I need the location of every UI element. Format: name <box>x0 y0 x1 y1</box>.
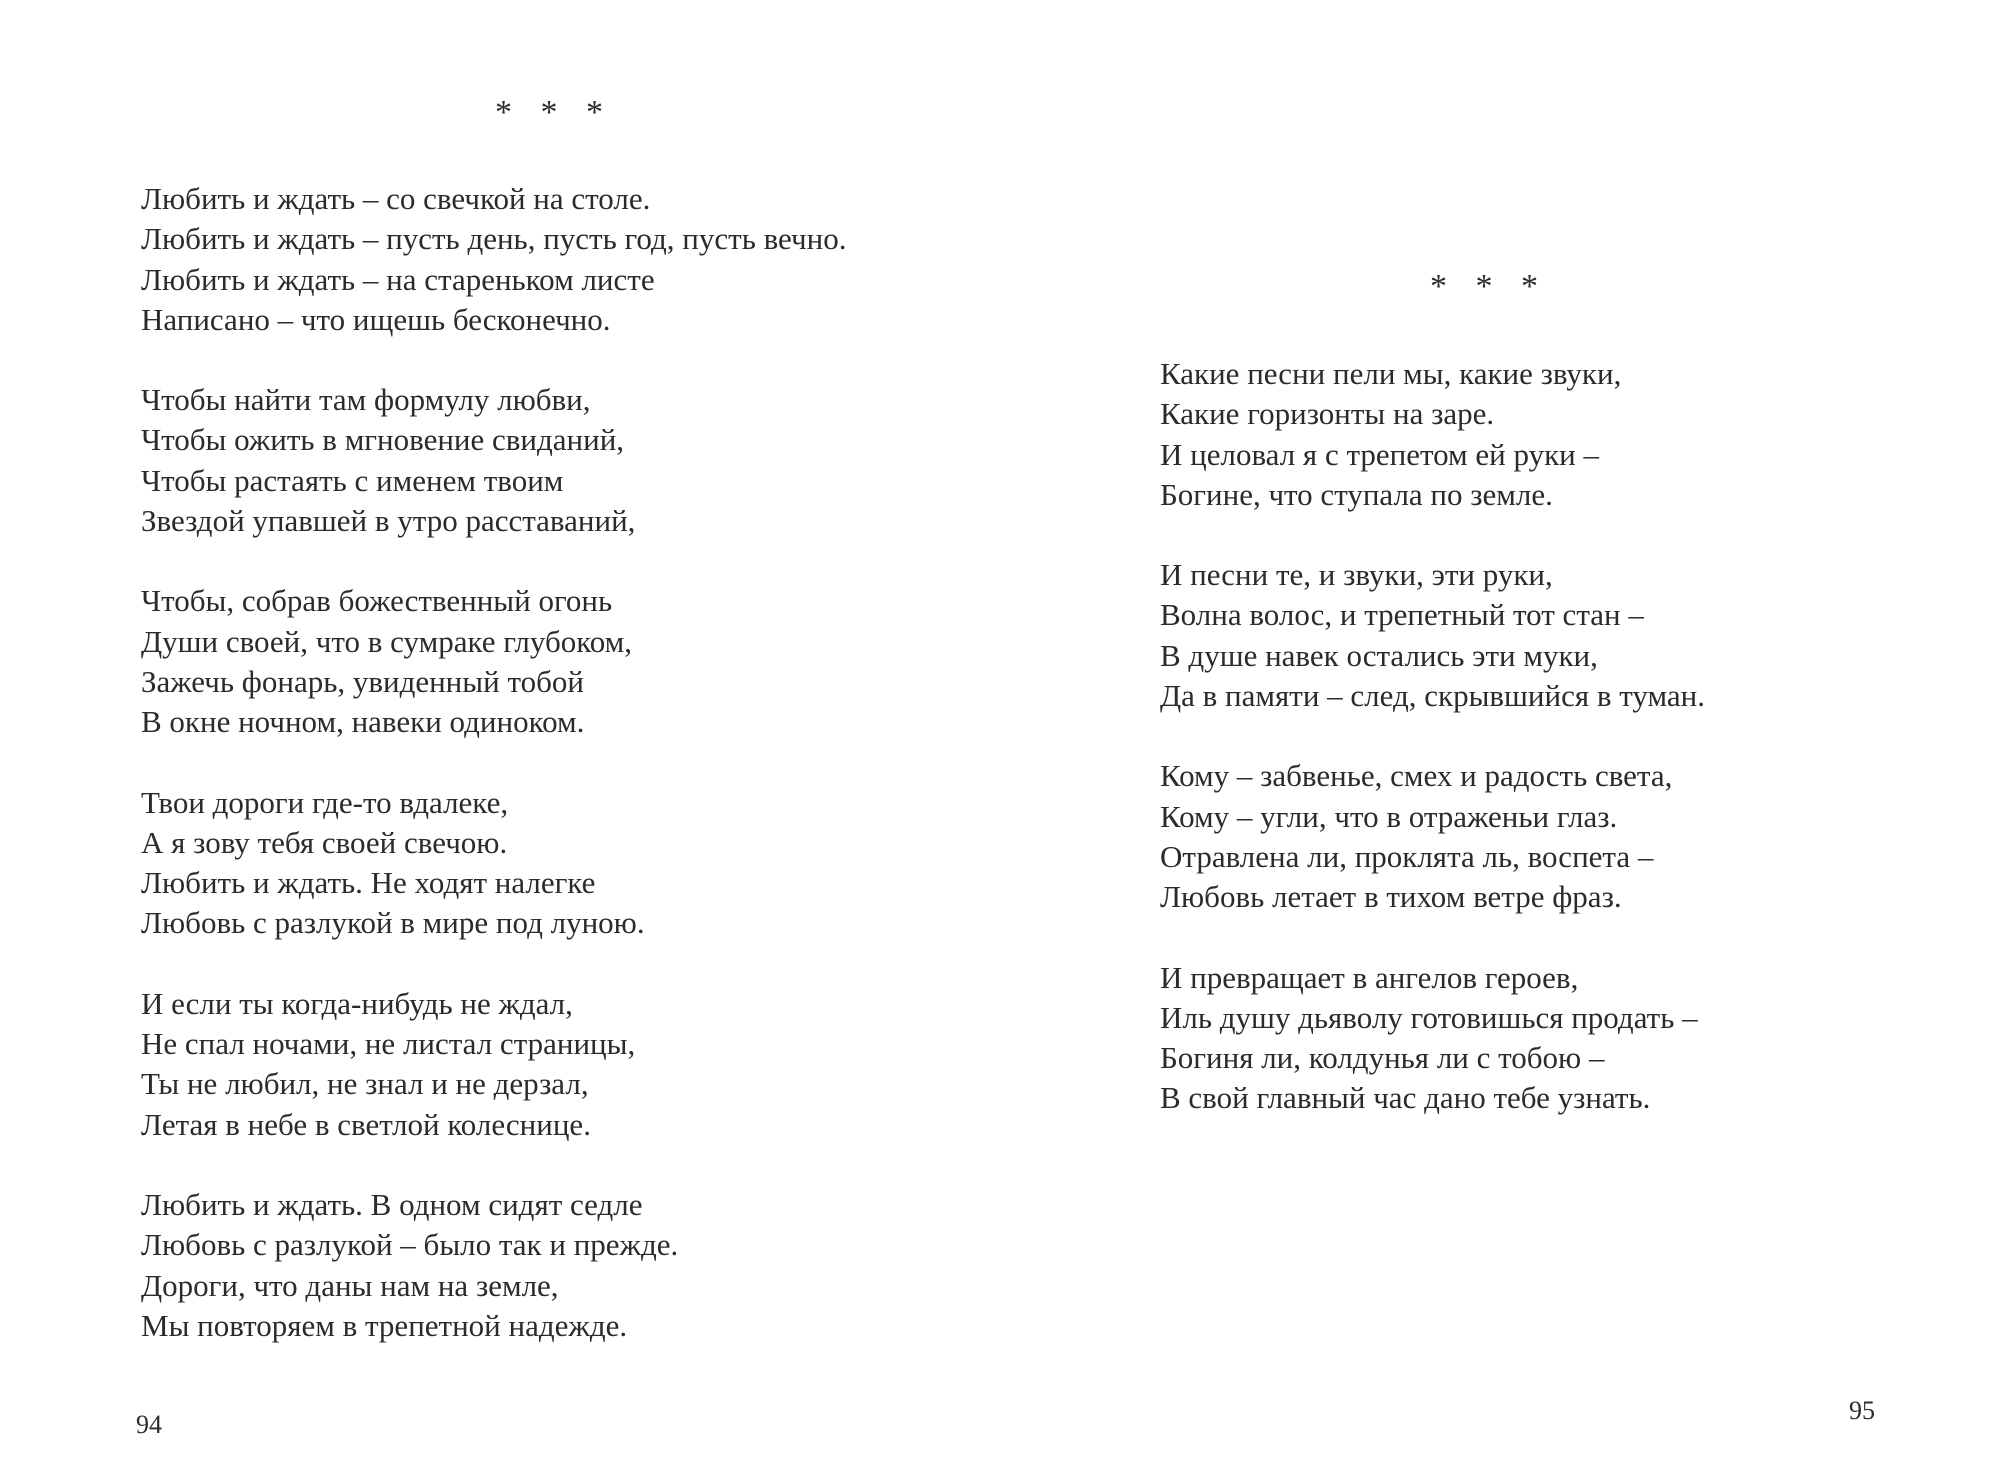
poem-line: Какие горизонты на заре. <box>1160 396 1495 432</box>
poem-separator-asterisks: * * * <box>495 94 613 131</box>
poem-line: Да в памяти – след, скрывшийся в туман. <box>1160 678 1705 714</box>
poem-line: И если ты когда-нибудь не ждал, <box>141 985 573 1021</box>
poem-line: Зажечь фонарь, увиденный тобой <box>141 663 584 699</box>
page-number: 95 <box>1849 1396 1875 1425</box>
poem-line: Не спал ночами, не листал страницы, <box>141 1026 636 1062</box>
stanza <box>141 179 846 340</box>
poem-line: Какие песни пели мы, какие звуки, <box>1160 356 1622 391</box>
poem-line: Летая в небе в светлой колеснице. <box>141 1106 591 1142</box>
poem-line: В свой главный час дано тебе узнать. <box>1160 1080 1651 1116</box>
poem-line: Твои дороги где-то вдалеке, <box>141 784 509 820</box>
poem-separator-asterisks: * * * <box>1430 268 1548 305</box>
poem-line: Чтобы, собрав божественный огонь <box>141 583 613 619</box>
poem-line: Кому – угли, что в отраженьи глаз. <box>1160 798 1618 834</box>
poem-line: Иль душу дьяволу готовишься продать – <box>1160 999 1698 1035</box>
poem-left <box>141 179 846 1346</box>
stanza <box>1160 756 1705 917</box>
poem-line: В душе навек остались эти муки, <box>1160 637 1598 673</box>
poem-line: Чтобы растаять с именем твоим <box>141 462 564 498</box>
poem-line: Богиня ли, колдунья ли с тобою – <box>1160 1040 1605 1076</box>
poem-line: А я зову тебя своей свечою. <box>141 824 508 860</box>
poem-line: И целовал я с трепетом ей руки – <box>1160 436 1599 472</box>
poem-line: Любовь летает в тихом ветре фраз. <box>1160 879 1622 915</box>
poem-line: Любовь с разлукой в мире под луною. <box>141 905 645 941</box>
stanza <box>141 1185 846 1346</box>
poem-line: В окне ночном, навеки одиноком. <box>141 704 585 740</box>
poem-line: Любить и ждать – пусть день, пусть год, пусть вечно. <box>141 221 847 257</box>
poem-line: Любовь с разлукой – было так и прежде. <box>141 1227 679 1263</box>
stanza <box>141 984 846 1145</box>
right-page <box>1000 0 2000 1472</box>
poem-line: Чтобы ожить в мгновение свиданий, <box>141 422 625 458</box>
poem-line: Написано – что ищешь бесконечно. <box>141 301 611 337</box>
poem-line: Ты не любил, не знал и не дерзал, <box>141 1066 589 1102</box>
poem-line: Кому – забвенье, смех и радость света, <box>1160 758 1673 794</box>
page-number: 94 <box>136 1410 162 1439</box>
stanza <box>1160 354 1705 515</box>
poem-line: Мы повторяем в трепетной надежде. <box>141 1307 628 1343</box>
stanza <box>1160 958 1705 1119</box>
poem-line: Волна волос, и трепетный тот стан – <box>1160 597 1644 633</box>
poem-line: Звездой упавшей в утро расставаний, <box>141 503 636 539</box>
poem-line: Богине, что ступала по земле. <box>1160 476 1553 512</box>
poem-line: Чтобы найти там формулу любви, <box>141 382 591 418</box>
poem-line: Любить и ждать – со свечкой на столе. <box>141 181 651 216</box>
poem-line: Души своей, что в сумраке глубоком, <box>141 623 632 659</box>
stanza <box>141 581 846 742</box>
poem-line: Любить и ждать – на стареньком листе <box>141 261 655 297</box>
poem-line: И песни те, и звуки, эти руки, <box>1160 557 1553 593</box>
poem-line: Любить и ждать. Не ходят налегке <box>141 865 596 901</box>
poem-right <box>1160 354 1705 1119</box>
poem-line: Дороги, что даны нам на земле, <box>141 1267 559 1303</box>
stanza <box>141 783 846 944</box>
poem-line: Любить и ждать. В одном сидят седле <box>141 1186 643 1222</box>
poem-line: Отравлена ли, проклята ль, воспета – <box>1160 838 1654 874</box>
stanza <box>1160 555 1705 716</box>
poem-line: И превращает в ангелов героев, <box>1160 959 1579 995</box>
stanza <box>141 380 846 541</box>
